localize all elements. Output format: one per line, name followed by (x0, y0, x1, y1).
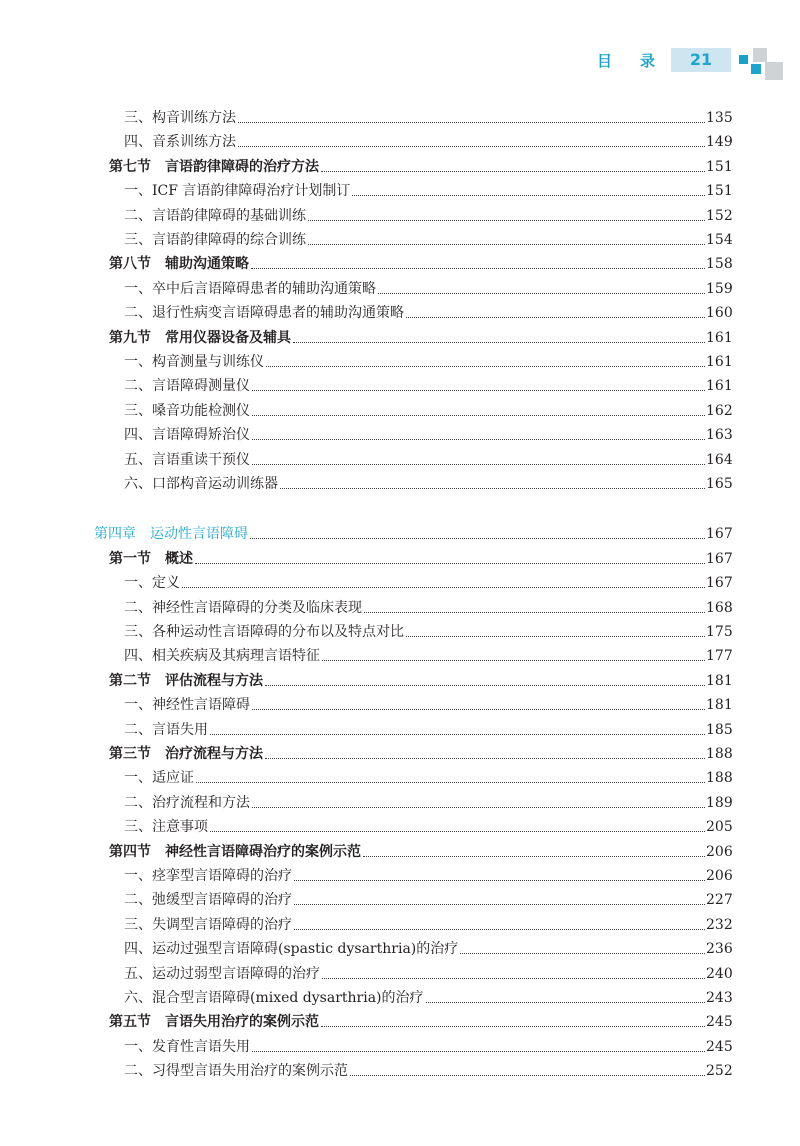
toc-entry-page: 236 (706, 941, 733, 958)
dot-leader (406, 317, 705, 318)
toc-entry-page: 243 (706, 990, 733, 1006)
dot-leader (308, 220, 705, 221)
toc-entry-page: 159 (706, 280, 733, 297)
toc-item[interactable] (124, 349, 732, 371)
toc-entry-title: 第二节 评估流程与方法 (109, 672, 263, 689)
toc-item[interactable] (124, 1034, 732, 1056)
toc-entry-title: 三、各种运动性言语障碍的分布以及特点对比 (124, 624, 404, 640)
toc-entry-title: 第四章 运动性言语障碍 (94, 526, 248, 543)
toc-item[interactable] (124, 1058, 732, 1080)
toc-entry-title: 四、相关疾病及其病理言语特征 (124, 648, 320, 665)
dot-leader (266, 366, 705, 367)
page-header (560, 48, 800, 76)
toc-entry-page: 177 (706, 648, 733, 665)
toc-entry-title: 四、言语障碍矫治仪 (124, 427, 250, 444)
toc-item[interactable] (124, 129, 732, 151)
toc-entry-page: 188 (706, 770, 733, 787)
dot-leader (265, 758, 705, 759)
toc-entry-title: 二、习得型言语失用治疗的案例示范 (124, 1063, 348, 1080)
dot-leader (210, 734, 705, 735)
toc-entry-title: 三、失调型言语障碍的治疗 (124, 916, 292, 933)
toc-entry-page: 185 (706, 721, 733, 738)
toc-entry-title: 三、嗓音功能检测仪 (124, 402, 250, 419)
toc-entry-page: 205 (706, 819, 733, 836)
dot-leader (252, 1051, 705, 1052)
toc-entry-title: 一、发育性言语失用 (124, 1038, 250, 1055)
dot-leader (294, 929, 705, 930)
toc-item[interactable] (124, 985, 732, 1007)
toc-entry-title: 一、构音测量与训练仪 (124, 354, 264, 370)
toc-item[interactable] (124, 398, 732, 420)
dot-leader (363, 856, 705, 857)
toc-entry-page: 154 (706, 232, 733, 248)
toc-item[interactable] (124, 471, 732, 493)
toc-entry-title: 三、注意事项 (124, 819, 208, 836)
header-label-lu: 录 (640, 52, 656, 70)
toc-entry-title: 五、运动过弱型言语障碍的治疗 (124, 965, 320, 982)
header-label-mu: 目 (597, 52, 613, 70)
decorative-square (753, 48, 767, 62)
dot-leader (322, 978, 705, 979)
toc-item[interactable] (124, 961, 732, 983)
toc-item[interactable] (124, 595, 732, 617)
toc-entry-page: 206 (706, 843, 733, 860)
dot-leader (280, 488, 705, 489)
toc-entry-page: 181 (706, 672, 733, 689)
toc-item[interactable] (124, 936, 732, 958)
toc-entry-title: 第七节 言语韵律障碍的治疗方法 (109, 158, 319, 175)
toc-entry-title: 一、痉挛型言语障碍的治疗 (124, 868, 292, 884)
toc-entry-page: 163 (706, 427, 733, 444)
dot-leader (322, 660, 705, 661)
toc-entry-title: 二、言语失用 (124, 721, 208, 738)
toc-item[interactable] (124, 717, 732, 739)
toc-entry-page: 240 (706, 965, 733, 982)
dot-leader (238, 122, 705, 123)
toc-entry-page: 245 (706, 1038, 733, 1055)
toc-item[interactable] (124, 643, 732, 665)
toc-entry-page: 151 (706, 183, 733, 200)
toc-item[interactable] (124, 814, 732, 836)
toc-entry-page: 175 (706, 624, 733, 640)
toc-entry-title: 一、定义 (124, 575, 180, 592)
toc-section[interactable] (109, 154, 732, 176)
toc-entry-title: 六、口部构音运动训练器 (124, 476, 278, 492)
toc-item[interactable] (124, 227, 732, 249)
toc-entry-title: 二、弛缓型言语障碍的治疗 (124, 892, 292, 909)
dot-leader (210, 831, 705, 832)
toc-entry-page: 165 (706, 476, 733, 492)
dot-leader (321, 171, 705, 172)
toc-entry-page: 164 (706, 451, 733, 468)
toc-item[interactable] (124, 692, 732, 714)
toc-item[interactable] (124, 619, 732, 641)
dot-leader (250, 538, 705, 539)
toc-entry-title: 一、适应证 (124, 770, 194, 787)
toc-entry-page: 167 (706, 550, 733, 567)
toc-item[interactable] (124, 447, 732, 469)
dot-leader (426, 1002, 705, 1003)
toc-item[interactable] (124, 373, 732, 395)
toc-entry-page: 181 (706, 697, 733, 714)
toc-section[interactable] (109, 839, 732, 861)
toc-section[interactable] (109, 546, 732, 568)
toc-section[interactable] (109, 668, 732, 690)
toc-entry-title: 三、构音训练方法 (124, 110, 236, 126)
toc-section[interactable] (109, 251, 732, 273)
toc-entry-page: 206 (706, 868, 733, 884)
toc-entry-page: 160 (706, 305, 733, 322)
toc-chapter[interactable] (94, 521, 732, 543)
toc-entry-title: 一、ICF 言语韵律障碍治疗计划制订 (124, 183, 351, 200)
toc-entry-title: 二、言语障碍测量仪 (124, 378, 250, 395)
toc-entry-title: 一、神经性言语障碍 (124, 697, 250, 714)
toc-item[interactable] (124, 300, 732, 322)
toc-entry-title: 二、言语韵律障碍的基础训练 (124, 207, 306, 224)
toc-section[interactable] (109, 741, 732, 763)
dot-leader (406, 636, 705, 637)
toc-entry-title: 四、运动过强型言语障碍(spastic dysarthria)的治疗 (124, 941, 459, 958)
toc-entry-page: 167 (706, 575, 733, 592)
toc-entry-page: 162 (706, 402, 733, 419)
toc-entry-page: 232 (706, 916, 733, 933)
toc-item[interactable] (124, 912, 732, 934)
dot-leader (196, 782, 705, 783)
toc-section[interactable] (109, 1009, 732, 1031)
dot-leader (252, 709, 705, 710)
dot-leader (182, 587, 705, 588)
toc-entry-page: 161 (706, 329, 733, 346)
toc-item[interactable] (124, 276, 732, 298)
toc-entry-title: 第八节 辅助沟通策略 (109, 256, 249, 273)
toc-item[interactable] (124, 570, 732, 592)
toc-entry-title: 二、退行性病变言语障碍患者的辅助沟通策略 (124, 305, 404, 322)
dot-leader (378, 293, 705, 294)
dot-leader (252, 390, 705, 391)
toc-entry-title: 二、神经性言语障碍的分类及临床表现 (124, 599, 362, 616)
dot-leader (321, 1026, 705, 1027)
dot-leader (293, 342, 705, 343)
dot-leader (251, 268, 705, 269)
toc-entry-page: 167 (706, 526, 733, 543)
toc-entry-page: 189 (706, 794, 733, 811)
toc-entry-title: 六、混合型言语障碍(mixed dysarthria)的治疗 (124, 990, 424, 1006)
decorative-square (739, 55, 748, 64)
dot-leader (252, 415, 705, 416)
toc-section[interactable] (109, 325, 732, 347)
toc-item[interactable] (124, 105, 732, 127)
toc-entry-page: 161 (706, 378, 733, 395)
toc-entry-page: 149 (706, 134, 733, 151)
dot-leader (294, 880, 705, 881)
dot-leader (265, 685, 705, 686)
toc-item[interactable] (124, 863, 732, 885)
dot-leader (460, 953, 705, 954)
dot-leader (252, 464, 705, 465)
dot-leader (238, 146, 705, 147)
toc-entry-title: 四、音系训练方法 (124, 134, 236, 151)
toc-entry-page: 227 (706, 892, 733, 909)
dot-leader (352, 195, 705, 196)
toc-entry-page: 188 (706, 746, 733, 762)
toc-entry-page: 151 (706, 158, 733, 175)
toc-item[interactable] (124, 422, 732, 444)
toc-item[interactable] (124, 790, 732, 812)
toc-item[interactable] (124, 178, 732, 200)
toc-entry-title: 五、言语重读干预仪 (124, 451, 250, 468)
dot-leader (308, 244, 705, 245)
toc-entry-page: 152 (706, 207, 733, 224)
dot-leader (350, 1075, 705, 1076)
toc-entry-title: 第九节 常用仪器设备及辅具 (109, 329, 291, 346)
toc-entry-title: 二、治疗流程和方法 (124, 794, 250, 811)
toc-entry-title: 一、卒中后言语障碍患者的辅助沟通策略 (124, 280, 376, 297)
toc-entry-title: 第五节 言语失用治疗的案例示范 (109, 1014, 319, 1031)
toc-item[interactable] (124, 203, 732, 225)
dot-leader (195, 563, 705, 564)
decorative-square (765, 62, 783, 80)
dot-leader (294, 904, 705, 905)
page-number: 21 (671, 48, 731, 72)
toc-entry-title: 第一节 概述 (109, 550, 193, 567)
toc-entry-page: 161 (706, 354, 733, 370)
toc-entry-title: 第四节 神经性言语障碍治疗的案例示范 (109, 843, 361, 860)
toc-entry-page: 168 (706, 599, 733, 616)
toc-entry-page: 245 (706, 1014, 733, 1031)
toc-item[interactable] (124, 765, 732, 787)
dot-leader (252, 439, 705, 440)
toc-entry-title: 三、言语韵律障碍的综合训练 (124, 232, 306, 248)
decorative-square (751, 64, 761, 74)
toc-item[interactable] (124, 887, 732, 909)
dot-leader (364, 612, 705, 613)
dot-leader (252, 807, 705, 808)
toc-entry-page: 252 (706, 1063, 733, 1080)
toc-entry-page: 158 (706, 256, 733, 273)
toc-entry-page: 135 (706, 110, 733, 126)
toc-entry-title: 第三节 治疗流程与方法 (109, 746, 263, 762)
